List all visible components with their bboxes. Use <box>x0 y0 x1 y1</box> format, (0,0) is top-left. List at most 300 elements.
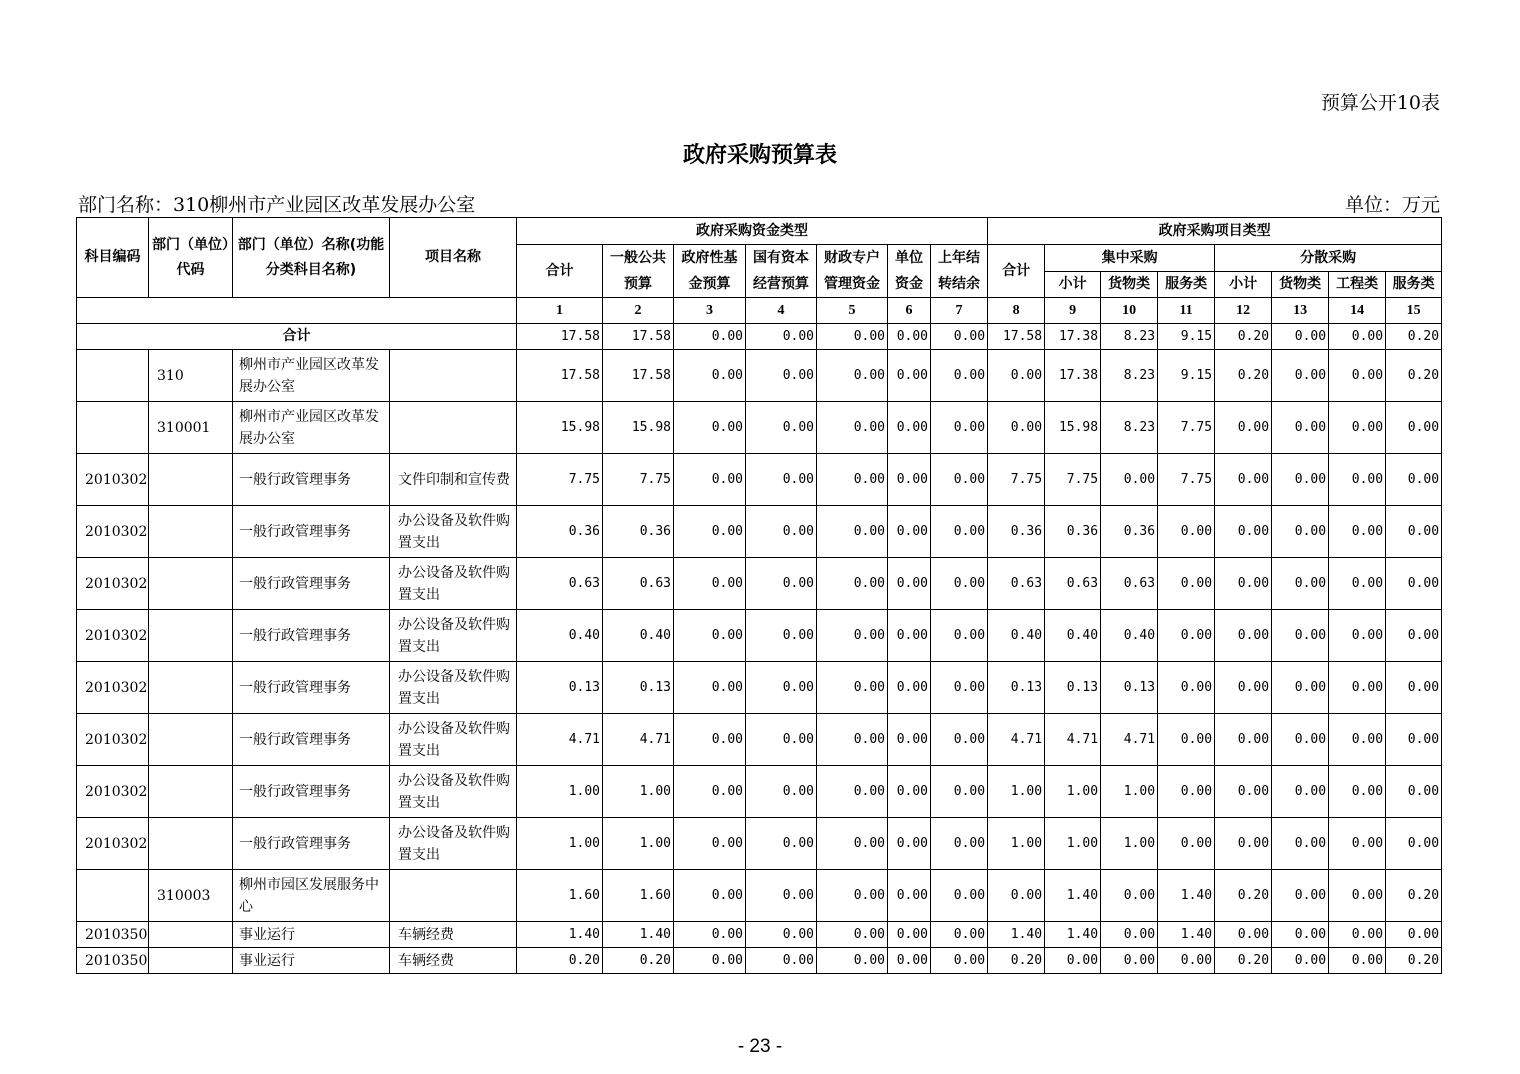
value-cell: 0.00 <box>1272 558 1329 610</box>
dept-code-cell: 310001 <box>149 402 233 454</box>
value-cell: 0.00 <box>1101 948 1158 974</box>
value-cell: 9.15 <box>1158 350 1215 402</box>
value-cell: 0.00 <box>1272 818 1329 870</box>
header-blank <box>77 298 517 324</box>
value-cell: 0.63 <box>1101 558 1158 610</box>
dept-code-cell <box>149 610 233 662</box>
value-cell: 0.00 <box>1101 870 1158 922</box>
value-cell: 0.00 <box>1329 766 1386 818</box>
value-cell: 0.00 <box>931 402 988 454</box>
value-cell: 0.13 <box>517 662 603 714</box>
total-value-cell: 9.15 <box>1158 324 1215 350</box>
value-cell: 0.00 <box>931 922 988 948</box>
value-cell: 0.13 <box>988 662 1045 714</box>
value-cell: 7.75 <box>1045 454 1101 506</box>
subject-code-cell: 2010302 <box>77 714 149 766</box>
col-index: 5 <box>817 298 888 324</box>
value-cell: 0.00 <box>888 922 931 948</box>
value-cell: 0.00 <box>746 454 817 506</box>
value-cell: 0.00 <box>1272 948 1329 974</box>
total-value-cell: 8.23 <box>1101 324 1158 350</box>
total-value-cell: 0.20 <box>1386 324 1442 350</box>
dept-code-cell <box>149 454 233 506</box>
value-cell: 0.63 <box>517 558 603 610</box>
value-cell: 0.20 <box>603 948 674 974</box>
dept-name-cell: 一般行政管理事务 <box>233 506 390 558</box>
table-row <box>77 402 1442 454</box>
project-name-cell: 办公设备及软件购置支出 <box>390 610 517 662</box>
dept-name-cell: 一般行政管理事务 <box>233 558 390 610</box>
value-cell: 0.40 <box>1101 610 1158 662</box>
value-cell: 7.75 <box>603 454 674 506</box>
value-cell: 0.00 <box>988 350 1045 402</box>
value-cell: 0.00 <box>931 662 988 714</box>
col-index: 11 <box>1158 298 1215 324</box>
value-cell: 0.00 <box>1158 818 1215 870</box>
value-cell: 0.00 <box>746 506 817 558</box>
project-name-cell: 办公设备及软件购置支出 <box>390 558 517 610</box>
header-central: 集中采购 <box>1045 245 1215 272</box>
value-cell: 0.00 <box>1158 558 1215 610</box>
value-cell: 0.00 <box>1386 610 1442 662</box>
value-cell: 0.20 <box>517 948 603 974</box>
col-index: 7 <box>931 298 988 324</box>
value-cell: 0.00 <box>817 402 888 454</box>
procurement-budget-table <box>76 217 1442 974</box>
dept-code-cell: 310 <box>149 350 233 402</box>
value-cell: 0.00 <box>1386 558 1442 610</box>
value-cell: 17.58 <box>517 350 603 402</box>
value-cell: 15.98 <box>517 402 603 454</box>
subject-code-cell: 2010302 <box>77 766 149 818</box>
value-cell: 0.40 <box>517 610 603 662</box>
value-cell: 0.00 <box>1272 870 1329 922</box>
value-cell: 1.40 <box>517 922 603 948</box>
header-dept-name: 部门（单位）名称(功能分类科目名称) <box>233 218 390 298</box>
dept-name-cell: 事业运行 <box>233 948 390 974</box>
value-cell: 4.71 <box>1101 714 1158 766</box>
header-state-capital: 国有资本经营预算 <box>746 245 817 298</box>
value-cell: 0.00 <box>888 870 931 922</box>
value-cell: 0.00 <box>817 558 888 610</box>
project-name-cell: 办公设备及软件购置支出 <box>390 766 517 818</box>
value-cell: 0.00 <box>817 714 888 766</box>
dept-code-cell: 310003 <box>149 870 233 922</box>
table-row <box>77 610 1442 662</box>
value-cell: 0.00 <box>817 662 888 714</box>
value-cell: 0.00 <box>888 714 931 766</box>
dept-name-cell: 柳州市园区发展服务中心 <box>233 870 390 922</box>
col-index: 3 <box>674 298 746 324</box>
value-cell: 17.58 <box>603 350 674 402</box>
value-cell: 0.00 <box>817 922 888 948</box>
value-cell: 0.00 <box>746 714 817 766</box>
subject-code-cell <box>77 870 149 922</box>
value-cell: 0.00 <box>674 558 746 610</box>
value-cell: 0.00 <box>1386 506 1442 558</box>
value-cell: 0.20 <box>988 948 1045 974</box>
value-cell: 0.00 <box>746 870 817 922</box>
header-services2: 服务类 <box>1386 272 1442 298</box>
header-total: 合计 <box>517 245 603 298</box>
value-cell: 4.71 <box>603 714 674 766</box>
col-index: 15 <box>1386 298 1442 324</box>
value-cell: 0.00 <box>1386 402 1442 454</box>
value-cell: 0.00 <box>1329 818 1386 870</box>
total-value-cell: 0.00 <box>888 324 931 350</box>
value-cell: 0.20 <box>1386 948 1442 974</box>
project-name-cell: 办公设备及软件购置支出 <box>390 714 517 766</box>
value-cell: 0.00 <box>817 506 888 558</box>
total-value-cell: 17.38 <box>1045 324 1101 350</box>
value-cell: 0.00 <box>1329 506 1386 558</box>
col-index: 8 <box>988 298 1045 324</box>
value-cell: 0.00 <box>1386 818 1442 870</box>
value-cell: 1.40 <box>988 922 1045 948</box>
total-value-cell: 0.00 <box>746 324 817 350</box>
project-name-cell: 车辆经费 <box>390 948 517 974</box>
header-project-name: 项目名称 <box>390 218 517 298</box>
project-name-cell: 办公设备及软件购置支出 <box>390 506 517 558</box>
total-label: 合计 <box>77 324 517 350</box>
value-cell: 0.00 <box>746 948 817 974</box>
value-cell: 0.00 <box>1329 870 1386 922</box>
value-cell: 0.00 <box>1272 922 1329 948</box>
table-row <box>77 818 1442 870</box>
header-total2: 合计 <box>988 245 1045 298</box>
value-cell: 0.36 <box>603 506 674 558</box>
value-cell: 0.00 <box>674 402 746 454</box>
value-cell: 7.75 <box>1158 454 1215 506</box>
value-cell: 0.00 <box>817 454 888 506</box>
value-cell: 0.00 <box>931 870 988 922</box>
project-name-cell: 办公设备及软件购置支出 <box>390 662 517 714</box>
project-name-cell <box>390 870 517 922</box>
value-cell: 0.00 <box>1215 766 1272 818</box>
total-value-cell: 0.00 <box>931 324 988 350</box>
dept-name-cell: 一般行政管理事务 <box>233 610 390 662</box>
value-cell: 0.20 <box>1215 948 1272 974</box>
value-cell: 1.60 <box>517 870 603 922</box>
header-fund-type: 政府采购资金类型 <box>517 218 988 245</box>
subject-code-cell: 2010302 <box>77 818 149 870</box>
header-goods2: 货物类 <box>1272 272 1329 298</box>
dept-code-cell <box>149 766 233 818</box>
value-cell: 0.00 <box>746 922 817 948</box>
value-cell: 0.00 <box>1272 610 1329 662</box>
value-cell: 0.36 <box>1045 506 1101 558</box>
value-cell: 7.75 <box>517 454 603 506</box>
value-cell: 1.40 <box>1158 922 1215 948</box>
value-cell: 1.00 <box>988 818 1045 870</box>
value-cell: 0.00 <box>1215 610 1272 662</box>
value-cell: 0.40 <box>603 610 674 662</box>
value-cell: 1.40 <box>1158 870 1215 922</box>
value-cell: 0.63 <box>1045 558 1101 610</box>
value-cell: 0.00 <box>674 870 746 922</box>
value-cell: 0.00 <box>746 350 817 402</box>
table-row <box>77 948 1442 974</box>
value-cell: 0.00 <box>674 662 746 714</box>
header-project-type: 政府采购项目类型 <box>988 218 1442 245</box>
value-cell: 0.00 <box>1215 818 1272 870</box>
total-value-cell: 0.00 <box>1329 324 1386 350</box>
project-name-cell <box>390 402 517 454</box>
value-cell: 0.00 <box>817 948 888 974</box>
value-cell: 0.13 <box>1101 662 1158 714</box>
value-cell: 0.00 <box>931 454 988 506</box>
value-cell: 7.75 <box>988 454 1045 506</box>
value-cell: 0.00 <box>1329 922 1386 948</box>
dept-name-cell: 柳州市产业园区改革发展办公室 <box>233 402 390 454</box>
table-header <box>77 218 1442 324</box>
dept-name-cell: 柳州市产业园区改革发展办公室 <box>233 350 390 402</box>
value-cell: 0.00 <box>931 506 988 558</box>
total-value-cell: 0.00 <box>674 324 746 350</box>
value-cell: 1.60 <box>603 870 674 922</box>
value-cell: 0.00 <box>931 948 988 974</box>
value-cell: 0.00 <box>1158 506 1215 558</box>
subject-code-cell: 2010302 <box>77 610 149 662</box>
value-cell: 1.00 <box>517 766 603 818</box>
value-cell: 0.00 <box>1045 948 1101 974</box>
value-cell: 0.36 <box>517 506 603 558</box>
col-index: 2 <box>603 298 674 324</box>
dept-name-cell: 一般行政管理事务 <box>233 662 390 714</box>
value-cell: 1.40 <box>603 922 674 948</box>
project-name-cell: 车辆经费 <box>390 922 517 948</box>
value-cell: 0.20 <box>1386 870 1442 922</box>
value-cell: 0.00 <box>1272 350 1329 402</box>
col-index: 9 <box>1045 298 1101 324</box>
value-cell: 0.00 <box>1386 922 1442 948</box>
value-cell: 4.71 <box>988 714 1045 766</box>
dept-name-cell: 一般行政管理事务 <box>233 766 390 818</box>
table-body <box>77 324 1442 974</box>
value-cell: 0.63 <box>988 558 1045 610</box>
col-index: 6 <box>888 298 931 324</box>
value-cell: 0.00 <box>1329 350 1386 402</box>
value-cell: 0.00 <box>746 558 817 610</box>
total-value-cell: 17.58 <box>988 324 1045 350</box>
value-cell: 0.00 <box>1329 714 1386 766</box>
table-row <box>77 662 1442 714</box>
dept-code-cell <box>149 922 233 948</box>
value-cell: 1.00 <box>988 766 1045 818</box>
value-cell: 0.00 <box>1215 454 1272 506</box>
table-row <box>77 870 1442 922</box>
value-cell: 0.00 <box>746 766 817 818</box>
value-cell: 0.00 <box>1215 662 1272 714</box>
subject-code-cell: 2010302 <box>77 558 149 610</box>
value-cell: 0.00 <box>1272 714 1329 766</box>
value-cell: 0.00 <box>1329 402 1386 454</box>
col-index: 4 <box>746 298 817 324</box>
value-cell: 0.00 <box>888 948 931 974</box>
value-cell: 0.00 <box>1158 766 1215 818</box>
value-cell: 0.00 <box>1158 948 1215 974</box>
value-cell: 0.00 <box>1386 714 1442 766</box>
header-subtotal: 小计 <box>1045 272 1101 298</box>
value-cell: 0.00 <box>931 714 988 766</box>
value-cell: 4.71 <box>517 714 603 766</box>
value-cell: 0.00 <box>1329 454 1386 506</box>
dept-name-cell: 一般行政管理事务 <box>233 714 390 766</box>
value-cell: 0.00 <box>674 350 746 402</box>
header-subtotal2: 小计 <box>1215 272 1272 298</box>
col-index: 14 <box>1329 298 1386 324</box>
value-cell: 0.00 <box>817 766 888 818</box>
table-row <box>77 454 1442 506</box>
value-cell: 0.00 <box>888 350 931 402</box>
value-cell: 0.00 <box>1386 662 1442 714</box>
value-cell: 0.00 <box>817 610 888 662</box>
header-scattered: 分散采购 <box>1215 245 1442 272</box>
value-cell: 0.00 <box>1272 402 1329 454</box>
value-cell: 0.00 <box>888 506 931 558</box>
subject-code-cell: 2010302 <box>77 454 149 506</box>
value-cell: 0.00 <box>1386 766 1442 818</box>
table-row <box>77 506 1442 558</box>
table-row <box>77 350 1442 402</box>
value-cell: 0.00 <box>888 662 931 714</box>
value-cell: 0.00 <box>1272 454 1329 506</box>
value-cell: 0.00 <box>674 948 746 974</box>
value-cell: 0.00 <box>674 454 746 506</box>
table-row <box>77 922 1442 948</box>
header-special-fund: 财政专户管理资金 <box>817 245 888 298</box>
value-cell: 0.20 <box>1386 350 1442 402</box>
value-cell: 0.00 <box>674 766 746 818</box>
value-cell: 0.00 <box>674 610 746 662</box>
header-gov-fund: 政府性基金预算 <box>674 245 746 298</box>
value-cell: 0.40 <box>1045 610 1101 662</box>
department-label: 部门名称：310柳州市产业园区改革发展办公室 <box>78 194 476 216</box>
value-cell: 0.00 <box>817 818 888 870</box>
value-cell: 0.00 <box>888 402 931 454</box>
value-cell: 0.00 <box>888 558 931 610</box>
value-cell: 0.00 <box>931 610 988 662</box>
value-cell: 0.36 <box>988 506 1045 558</box>
value-cell: 0.00 <box>931 350 988 402</box>
value-cell: 0.00 <box>1101 454 1158 506</box>
value-cell: 0.00 <box>1215 922 1272 948</box>
project-name-cell: 办公设备及软件购置支出 <box>390 818 517 870</box>
value-cell: 0.00 <box>888 454 931 506</box>
total-value-cell: 0.00 <box>1272 324 1329 350</box>
header-works: 工程类 <box>1329 272 1386 298</box>
col-index: 12 <box>1215 298 1272 324</box>
subject-code-cell: 2010350 <box>77 948 149 974</box>
value-cell: 1.00 <box>1101 818 1158 870</box>
value-cell: 0.00 <box>988 402 1045 454</box>
total-value-cell: 17.58 <box>517 324 603 350</box>
subject-code-cell: 2010302 <box>77 506 149 558</box>
header-services: 服务类 <box>1158 272 1215 298</box>
header-unit-fund: 单位资金 <box>888 245 931 298</box>
value-cell: 0.00 <box>1272 766 1329 818</box>
value-cell: 0.20 <box>1215 870 1272 922</box>
value-cell: 0.00 <box>1386 454 1442 506</box>
value-cell: 0.00 <box>1101 922 1158 948</box>
value-cell: 0.00 <box>1329 662 1386 714</box>
dept-code-cell <box>149 662 233 714</box>
value-cell: 15.98 <box>603 402 674 454</box>
value-cell: 0.00 <box>1272 662 1329 714</box>
value-cell: 0.00 <box>1158 662 1215 714</box>
header-dept-code: 部门（单位）代码 <box>149 218 233 298</box>
value-cell: 0.00 <box>674 714 746 766</box>
value-cell: 0.00 <box>746 610 817 662</box>
value-cell: 0.00 <box>1329 948 1386 974</box>
value-cell: 8.23 <box>1101 350 1158 402</box>
value-cell: 0.00 <box>1329 558 1386 610</box>
value-cell: 0.00 <box>674 818 746 870</box>
value-cell: 0.00 <box>1215 558 1272 610</box>
value-cell: 4.71 <box>1045 714 1101 766</box>
header-subject-code: 科目编码 <box>77 218 149 298</box>
value-cell: 0.00 <box>746 402 817 454</box>
unit-label: 单位：万元 <box>1344 194 1440 216</box>
value-cell: 0.63 <box>603 558 674 610</box>
value-cell: 1.00 <box>603 818 674 870</box>
value-cell: 1.00 <box>1045 818 1101 870</box>
value-cell: 0.00 <box>674 922 746 948</box>
value-cell: 0.00 <box>988 870 1045 922</box>
table-row <box>77 558 1442 610</box>
subject-code-cell: 2010302 <box>77 662 149 714</box>
page-title: 政府采购预算表 <box>682 142 837 168</box>
value-cell: 0.00 <box>931 818 988 870</box>
value-cell: 0.00 <box>1158 610 1215 662</box>
value-cell: 0.00 <box>1215 714 1272 766</box>
value-cell: 0.00 <box>746 818 817 870</box>
dept-code-cell <box>149 818 233 870</box>
header-carryover: 上年结转结余 <box>931 245 988 298</box>
total-value-cell: 0.00 <box>817 324 888 350</box>
value-cell: 1.00 <box>1101 766 1158 818</box>
col-index: 1 <box>517 298 603 324</box>
total-value-cell: 0.20 <box>1215 324 1272 350</box>
value-cell: 17.38 <box>1045 350 1101 402</box>
value-cell: 0.13 <box>603 662 674 714</box>
subject-code-cell: 2010350 <box>77 922 149 948</box>
dept-code-cell <box>149 948 233 974</box>
table-row <box>77 766 1442 818</box>
page-number: - 23 - <box>737 1036 783 1057</box>
value-cell: 0.00 <box>888 766 931 818</box>
value-cell: 0.00 <box>1272 506 1329 558</box>
value-cell: 0.00 <box>1215 506 1272 558</box>
total-value-cell: 17.58 <box>603 324 674 350</box>
value-cell: 0.00 <box>931 766 988 818</box>
value-cell: 0.00 <box>931 558 988 610</box>
value-cell: 0.00 <box>1215 402 1272 454</box>
value-cell: 15.98 <box>1045 402 1101 454</box>
value-cell: 0.00 <box>817 870 888 922</box>
header-general-budget: 一般公共预算 <box>603 245 674 298</box>
dept-name-cell: 一般行政管理事务 <box>233 818 390 870</box>
value-cell: 1.00 <box>603 766 674 818</box>
value-cell: 0.20 <box>1215 350 1272 402</box>
value-cell: 0.00 <box>746 662 817 714</box>
value-cell: 7.75 <box>1158 402 1215 454</box>
value-cell: 1.40 <box>1045 870 1101 922</box>
subject-code-cell <box>77 350 149 402</box>
value-cell: 0.00 <box>1329 610 1386 662</box>
project-name-cell <box>390 350 517 402</box>
value-cell: 0.00 <box>1158 714 1215 766</box>
